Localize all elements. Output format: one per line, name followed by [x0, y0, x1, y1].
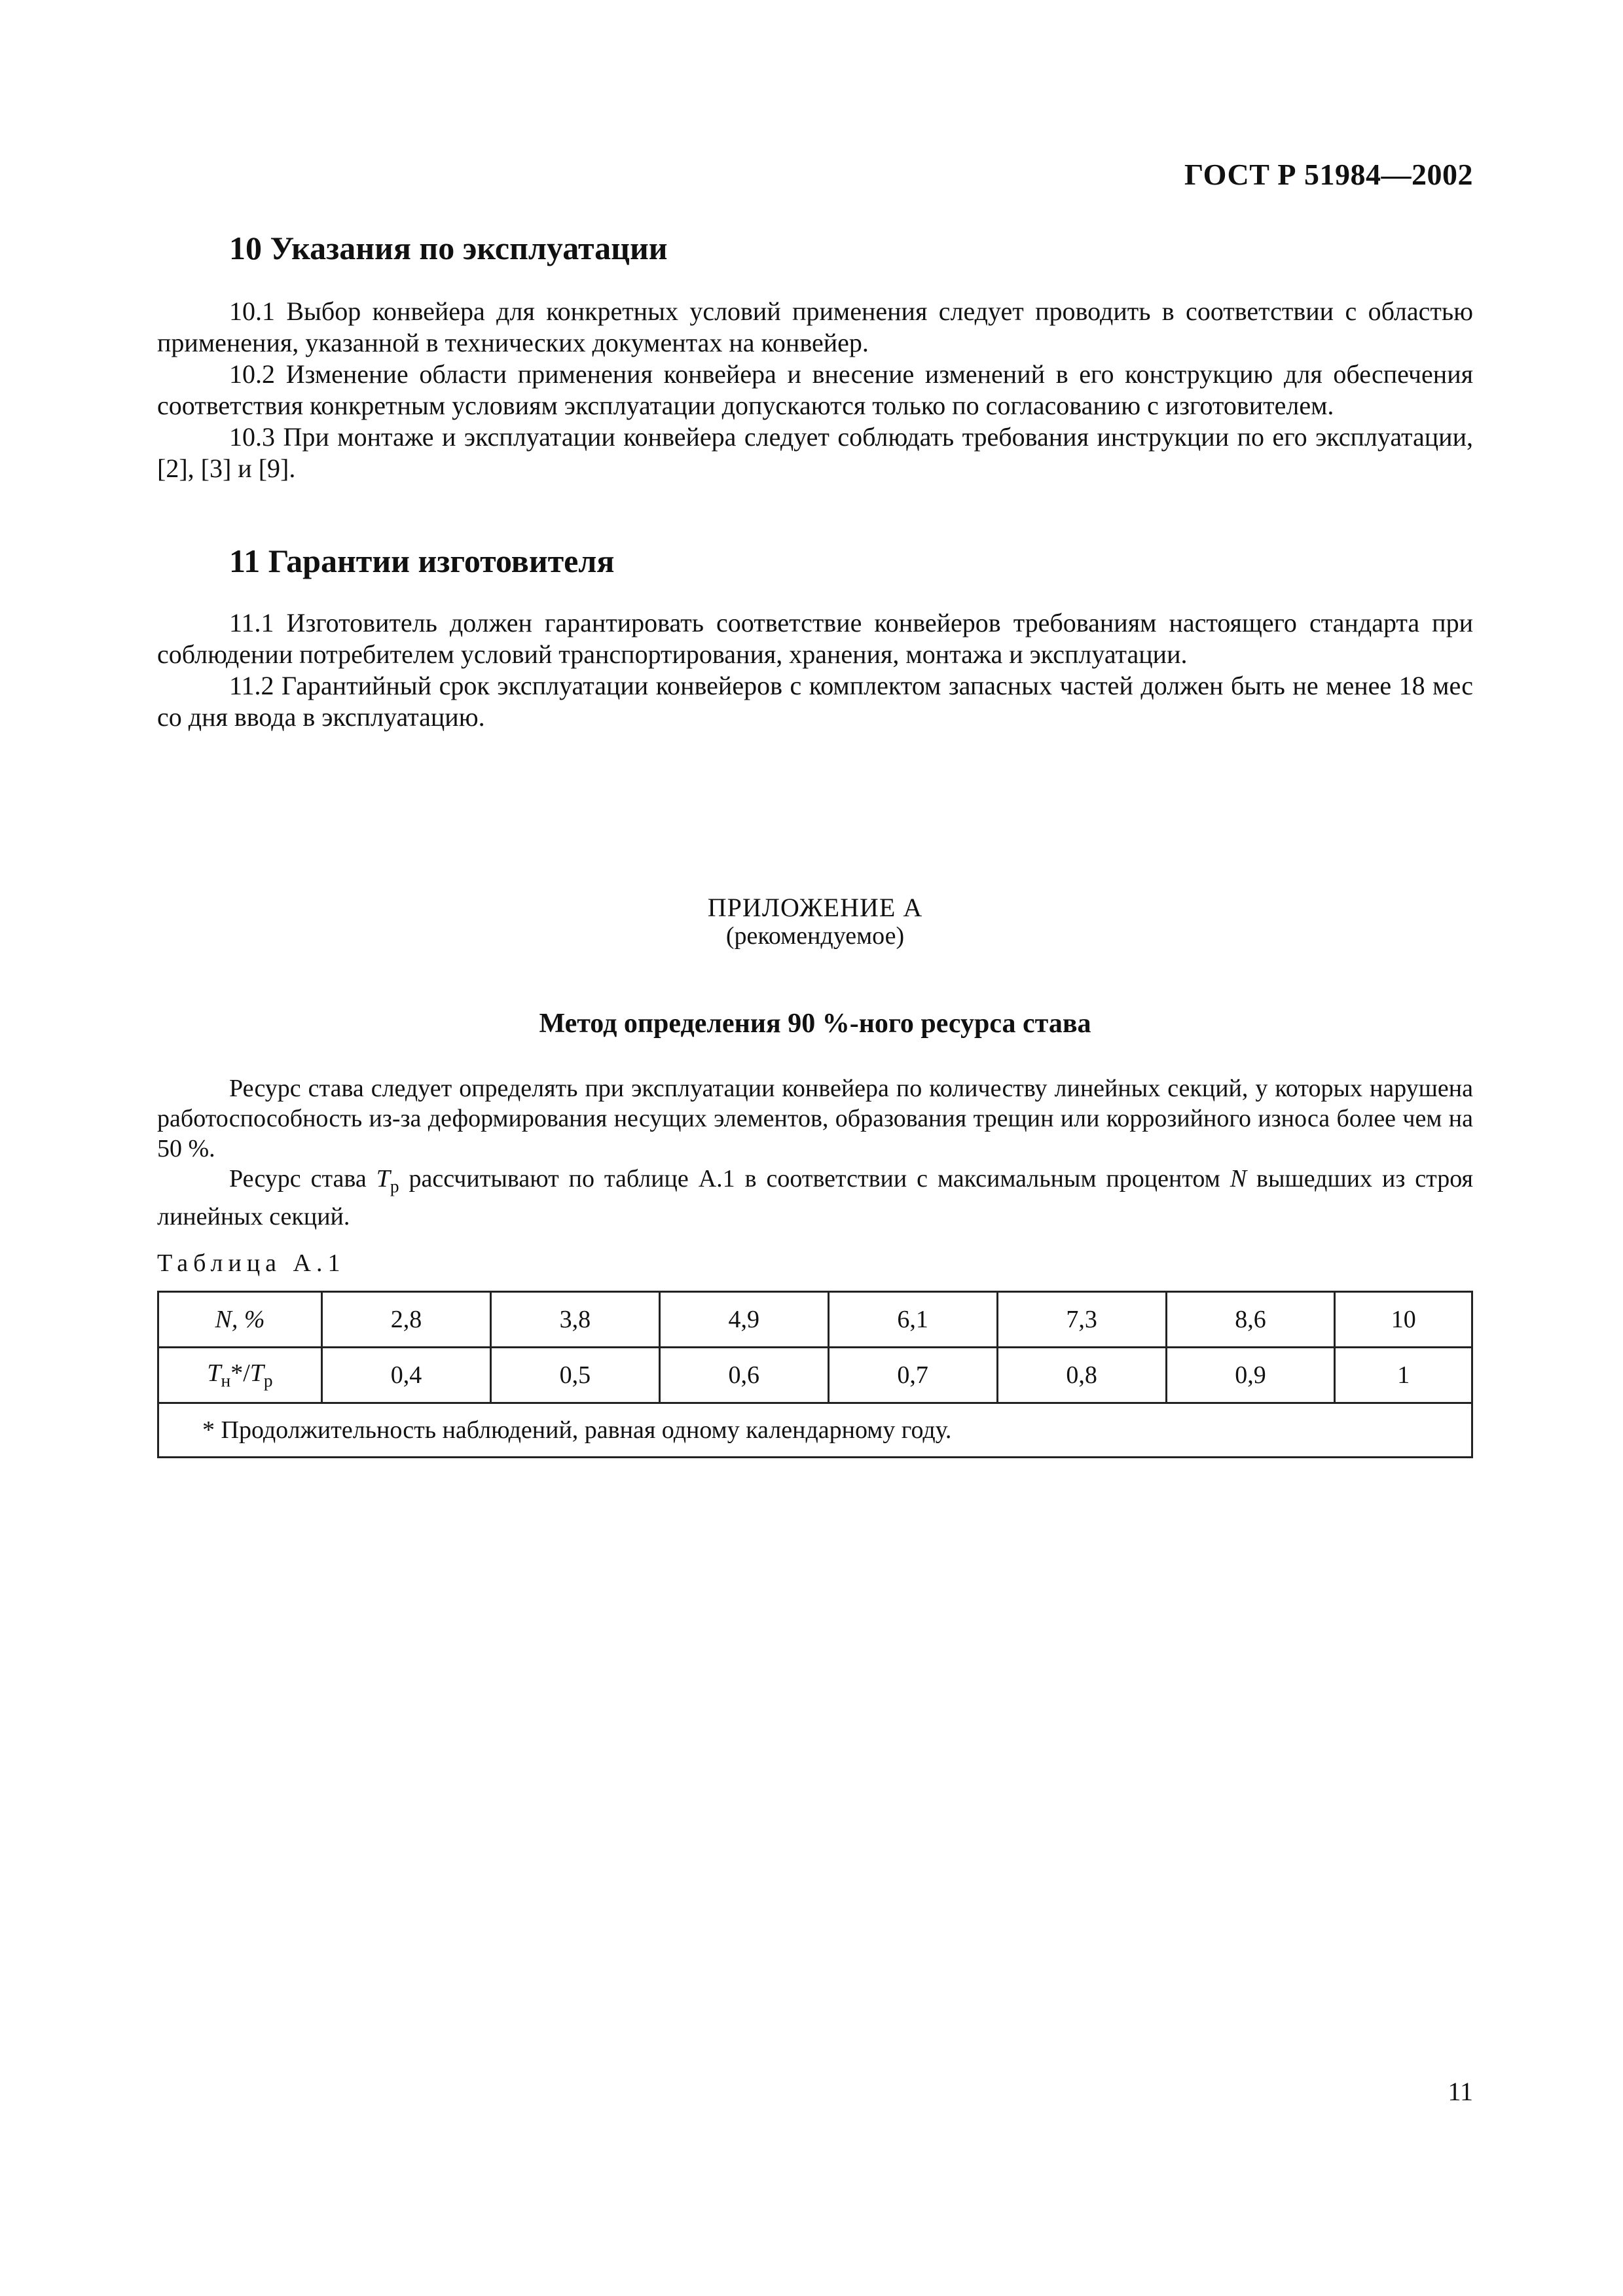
paragraph-10-2: 10.2 Изменение области применения конвейера и внесение изменений в его конструкцию для обеспечения соответствия конкретным условиям эксплуатации допускаются только по согласованию с изготовителем.: [157, 359, 1473, 420]
page-number: 11: [1448, 2077, 1473, 2106]
table-cell: 0,6: [659, 1348, 828, 1403]
table-cell: 8,6: [1166, 1292, 1335, 1348]
table-cell: 2,8: [322, 1292, 491, 1348]
appendix-paragraph-2: Ресурс става $T_р$ рассчитывают по таблице А.1 в соответствии с максимальным процентом N вышедших из строя линейных секций.: [157, 1165, 1473, 1230]
table-cell: 0,7: [828, 1348, 997, 1403]
table-header-ratio: $T_н*/T_р$: [158, 1348, 322, 1403]
section-11-title: 11 Гарантии изготовителя: [229, 543, 615, 579]
section-10-title: 10 Указания по эксплуатации: [229, 230, 668, 266]
table-header-n: N, %: [158, 1292, 322, 1348]
document-page: [157, 0, 1473, 2296]
resource-table: [157, 1291, 1473, 1458]
table-cell: 0,9: [1166, 1348, 1335, 1403]
table-cell: 4,9: [659, 1292, 828, 1348]
paragraph-11-1: 11.1 Изготовитель должен гарантировать соответствие конвейеров требованиям настоящего стандарта при соблюдении потребителем условий транспортирования, хранения, монтажа и эксплуатации.: [157, 608, 1473, 669]
paragraph-11-2: 11.2 Гарантийный срок эксплуатации конвейеров с комплектом запасных частей должен быть не менее 18 мес со дня ввода в эксплуатацию.: [157, 671, 1473, 732]
paragraph-10-1: 10.1 Выбор конвейера для конкретных условий применения следует проводить в соответствии с областью применения, указанной в технических документах на конвейер.: [157, 296, 1473, 357]
table-footnote: * Продолжительность наблюдений, равная одному календарному году.: [158, 1403, 1472, 1458]
section-11-body: [157, 607, 1473, 733]
appendix-body: [157, 1073, 1473, 1232]
table-cell: 0,4: [322, 1348, 491, 1403]
document-id-header: ГОСТ Р 51984—2002: [1184, 158, 1473, 191]
table-caption: Таблица А.1: [157, 1249, 346, 1277]
appendix-subtitle: (рекомендуемое): [725, 922, 905, 950]
table-cell: 0,5: [490, 1348, 659, 1403]
table-cell: 6,1: [828, 1292, 997, 1348]
table-cell: 10: [1335, 1292, 1472, 1348]
table-cell: 3,8: [490, 1292, 659, 1348]
table-row-ratio: [158, 1348, 1472, 1403]
table-cell: 0,8: [997, 1348, 1166, 1403]
appendix-paragraph-1: Ресурс става следует определять при эксплуатации конвейера по количеству линейных секций, у которых нарушена работоспособность из-за деформирования несущих элементов, образования трещин или коррозийного износа более чем на 50 %.: [157, 1075, 1473, 1162]
table-row-n-percent: [158, 1292, 1472, 1348]
paragraph-10-3: 10.3 При монтаже и эксплуатации конвейера следует соблюдать требования инструкции по его эксплуатации, [2], [3] и [9].: [157, 422, 1473, 483]
appendix-title: ПРИЛОЖЕНИЕ А: [707, 893, 923, 922]
table-cell: 1: [1335, 1348, 1472, 1403]
section-10-body: [157, 296, 1473, 484]
table-row-footnote: [158, 1403, 1472, 1458]
method-title: Метод определения 90 %-ного ресурса става: [539, 1009, 1091, 1039]
table-cell: 7,3: [997, 1292, 1166, 1348]
